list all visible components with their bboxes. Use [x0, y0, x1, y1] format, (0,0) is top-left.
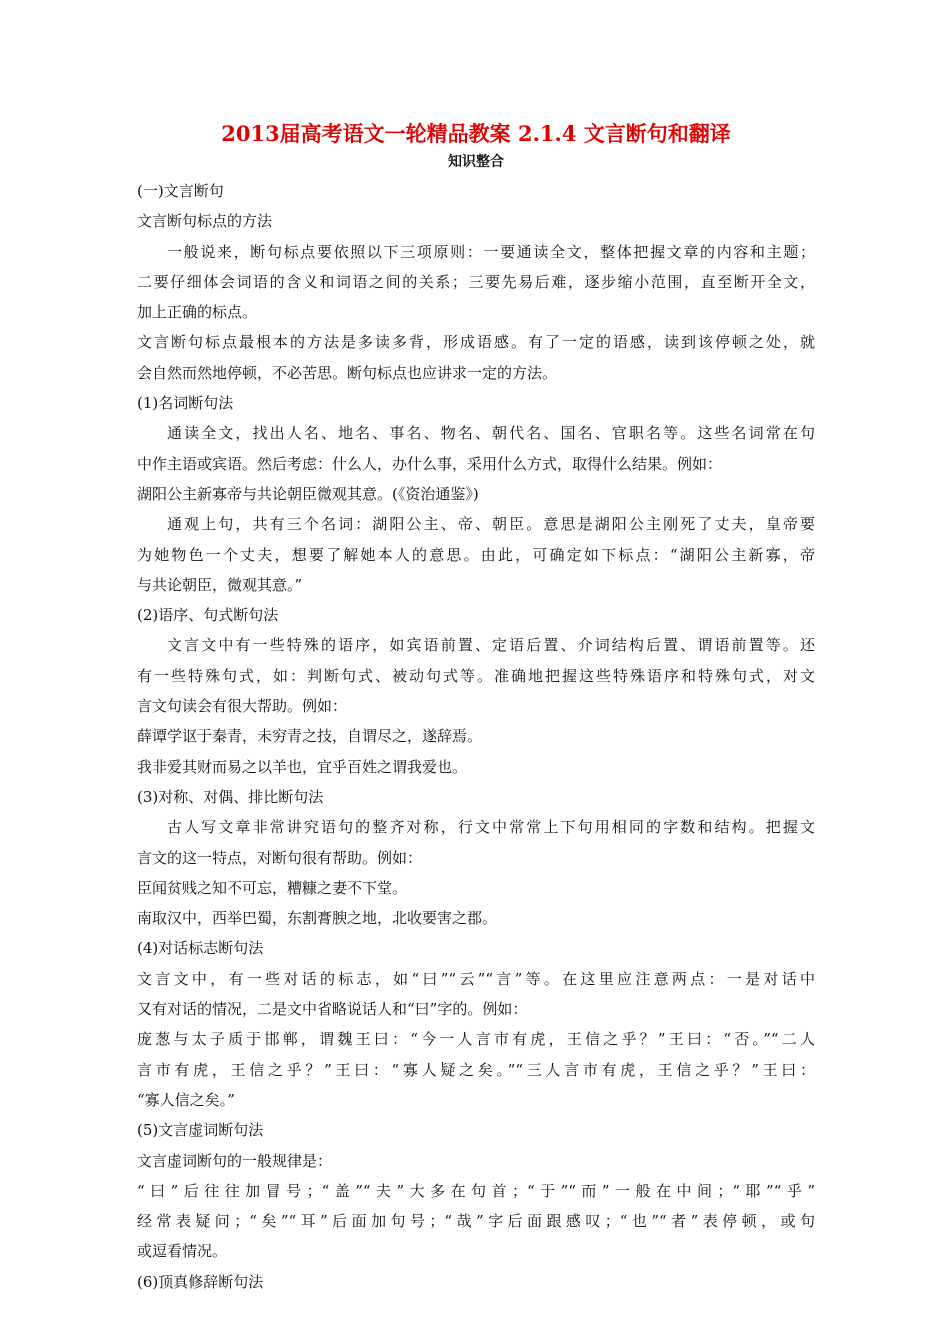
- text-line: 二要仔细体会词语的含义和词语之间的关系；三要先易后难，逐步缩小范围，直至断开全文，: [137, 272, 815, 291]
- text-line: 言文的这一特点，对断句很有帮助。例如：: [137, 848, 423, 867]
- text-line: (1)名词断句法: [137, 394, 234, 413]
- text-line: (5)文言虚词断句法: [137, 1121, 264, 1140]
- document-body: [137, 176, 815, 1297]
- text-line: “寡人信之矣。”: [137, 1090, 235, 1109]
- text-line: 我非爱其财而易之以羊也，宜乎百姓之谓我爱也。: [137, 757, 468, 776]
- text-line: 加上正确的标点。: [137, 303, 258, 322]
- text-line: 或逗看情况。: [137, 1242, 228, 1261]
- text-line: (6)顶真修辞断句法: [137, 1272, 264, 1291]
- text-line: 会自然而然地停顿，不必苦思。断句标点也应讲求一定的方法。: [137, 363, 558, 382]
- text-line: (2)语序、句式断句法: [137, 606, 279, 625]
- text-line: (3)对称、对偶、排比断句法: [137, 787, 324, 806]
- text-line: 一般说来，断句标点要依照以下三项原则：一要通读全文，整体把握文章的内容和主题；: [167, 242, 815, 261]
- text-line: 与共论朝臣，微观其意。”: [137, 575, 303, 594]
- text-line: (一)文言断句: [137, 182, 224, 200]
- text-line: “曰”后往往加冒号；“盖”“夫”大多在句首；“于”“而”一般在中间；“耶”“乎”: [137, 1181, 815, 1200]
- text-line: 通读全文，找出人名、地名、事名、物名、朝代名、国名、官职名等。这些名词常在句: [167, 424, 815, 443]
- text-line: 文言虚词断句的一般规律是：: [137, 1151, 333, 1170]
- text-line: 文言文中，有一些对话的标志，如“曰”“云”“言”等。在这里应注意两点：一是对话中: [137, 969, 815, 988]
- text-line: 中作主语或宾语。然后考虑：什么人，办什么事，采用什么方式，取得什么结果。例如：: [137, 454, 723, 473]
- text-line: 言文句读会有很大帮助。例如：: [137, 697, 348, 716]
- text-line: 为她物色一个丈夫，想要了解她本人的意思。由此，可确定如下标点：“湖阳公主新寡，帝: [137, 545, 815, 564]
- text-line: 庞葱与太子质于邯郸，谓魏王曰：“今一人言市有虎，王信之乎？”王曰：“否。”“二人: [137, 1030, 815, 1049]
- text-line: 文言断句标点的方法: [137, 212, 273, 231]
- text-line: 湖阳公主新寡帝与共论朝臣微观其意。(《资治通鉴》): [137, 484, 479, 503]
- text-line: 经常表疑问；“矣”“耳”后面加句号；“哉”字后面跟感叹；“也”“者”表停顿，或句: [137, 1212, 815, 1231]
- section-subtitle: 知识整合: [448, 154, 504, 170]
- document-page: [137, 118, 815, 1297]
- text-line: 言市有虎，王信之乎？”王曰：“寡人疑之矣。”“三人言市有虎，王信之乎？”王曰：: [137, 1060, 815, 1079]
- text-line: 有一些特殊句式，如：判断句式、被动句式等。准确地把握这些特殊语序和特殊句式，对文: [137, 666, 815, 685]
- text-line: 又有对话的情况，二是文中省略说话人和“曰”字的。例如：: [137, 1000, 528, 1019]
- text-line: 通观上句，共有三个名词：湖阳公主、帝、朝臣。意思是湖阳公主刚死了丈夫，皇帝要: [167, 515, 815, 534]
- text-line: 薛谭学讴于秦青，未穷青之技，自谓尽之，遂辞焉。: [137, 727, 483, 746]
- text-line: 古人写文章非常讲究语句的整齐对称，行文中常常上下句用相同的字数和结构。把握文: [167, 818, 815, 837]
- text-line: 文言断句标点最根本的方法是多读多背，形成语感。有了一定的语感，读到该停顿之处，就: [137, 333, 815, 352]
- text-line: 南取汉中，西举巴蜀，东割膏腴之地，北收要害之郡。: [137, 909, 498, 928]
- document-title: 2013届高考语文一轮精品教案 2.1.4 文言断句和翻译: [221, 121, 731, 146]
- text-line: (4)对话标志断句法: [137, 939, 264, 958]
- text-line: 文言文中有一些特殊的语序，如宾语前置、定语后置、介词结构后置、谓语前置等。还: [167, 636, 815, 655]
- text-line: 臣闻贫贱之知不可忘，糟糠之妻不下堂。: [137, 878, 408, 897]
